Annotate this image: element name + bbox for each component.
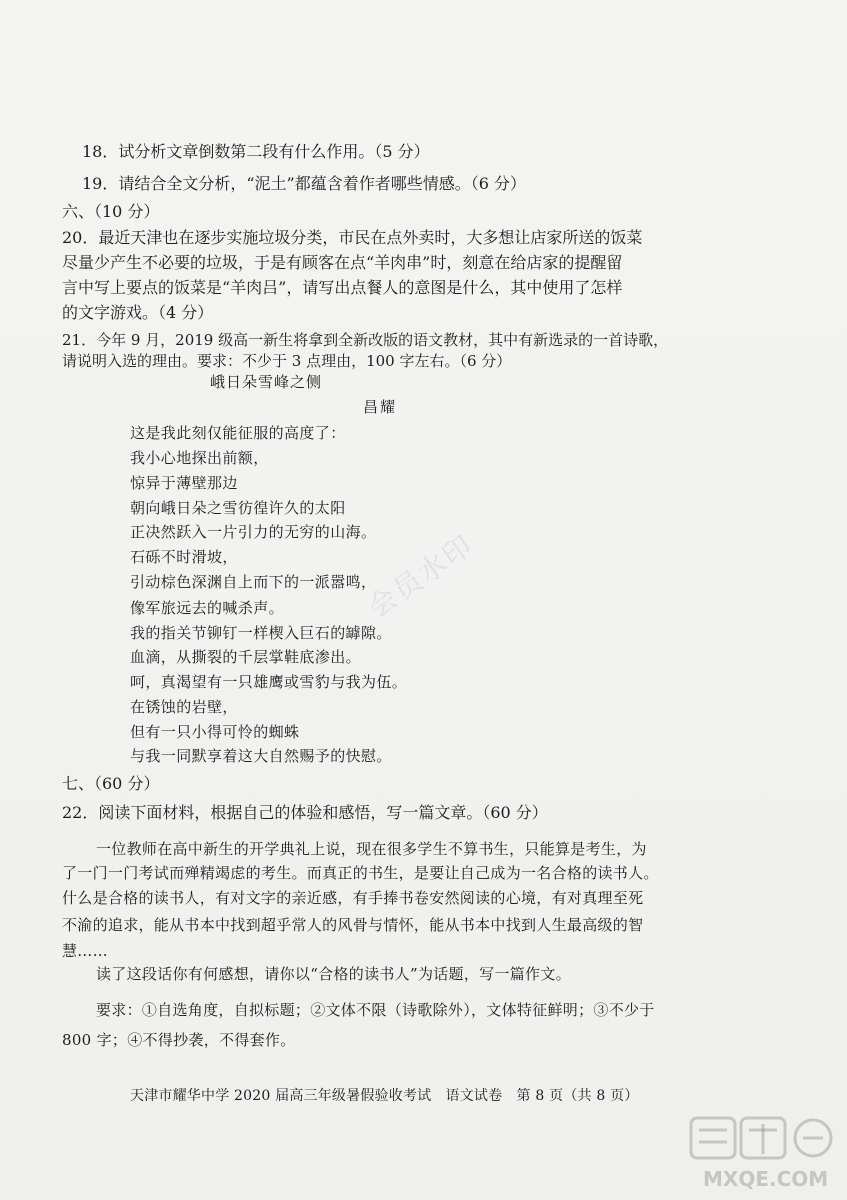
poem-line: 石砾不时滑坡， (130, 548, 238, 566)
material-line: 了一门一门考试而殚精竭虑的考生。而真正的书生，是要让自己成为一名合格的读书人。 (62, 864, 659, 882)
question-20-line: 的文字游戏。（4 分） (62, 303, 214, 322)
question-19: 19．请结合全文分析，“泥土”都蕴含着作者哪些情感。（6 分） (82, 174, 526, 193)
material-line: 什么是合格的读书人，有对文字的亲近感，有手捧书卷安然阅读的心境，有对真理至死 (62, 889, 644, 907)
section-6-header: 六、（10 分） (62, 202, 160, 221)
logo-icon (685, 1112, 835, 1192)
material-line: 慧…… (62, 942, 108, 960)
essay-requirements-line: 800 字；④不得抄袭，不得套作。 (62, 1031, 296, 1049)
poem-line: 但有一只小得可怜的蜘蛛 (130, 723, 300, 741)
poem-line: 血滴，从撕裂的千层掌鞋底渗出。 (130, 648, 362, 666)
essay-prompt: 读了这段话你有何感想，请你以“合格的读书人”为话题，写一篇作文。 (96, 965, 571, 983)
question-20-line: 言中写上要点的饭菜是“羊肉吕”，请写出点餐人的意图是什么，其中使用了怎样 (62, 278, 623, 297)
page-footer: 天津市耀华中学 2020 届高三年级暑假验收考试 语文试卷 第 8 页（共 8 页） (130, 1088, 639, 1104)
svg-text:MXQE.COM: MXQE.COM (703, 1167, 829, 1191)
material-line: 不渝的追求，能从书本中找到超乎常人的风骨与情怀，能从书本中找到人生最高级的智 (62, 916, 644, 934)
question-20-line: 20．最近天津也在逐步实施垃圾分类，市民在点外卖时，大多想让店家所送的饭菜 (62, 228, 643, 247)
poem-line: 像军旅远去的喊杀声。 (130, 599, 285, 617)
poem-line: 正决然跃入一片引力的无穷的山海。 (130, 523, 377, 541)
question-18: 18．试分析文章倒数第二段有什么作用。（5 分） (82, 142, 430, 161)
question-22: 22．阅读下面材料，根据自己的体验和感悟，写一篇文章。（60 分） (62, 803, 548, 822)
watermark-text: 会员水印 (362, 528, 480, 625)
material-line: 一位教师在高中新生的开学典礼上说，现在很多学生不算书生，只能算是考生，为 (96, 840, 647, 858)
poem-line: 引动棕色深渊自上而下的一派嚣鸣， (130, 573, 377, 591)
essay-requirements-line: 要求：①自选角度，自拟标题；②文体不限（诗歌除外），文体特征鲜明；③不少于 (96, 1001, 655, 1019)
question-21-line: 请说明入选的理由。要求：不少于 3 点理由，100 字左右。（6 分） (62, 352, 512, 370)
poem-author: 昌耀 (363, 398, 398, 416)
poem-line: 惊异于薄壁那边 (130, 474, 238, 492)
site-logo (685, 1112, 835, 1192)
question-21-line: 21．今年 9 月，2019 级高一新生将拿到全新改版的语文教材，其中有新选录的一首诗歌， (62, 331, 669, 349)
poem-line: 与我一同默享着这大自然赐予的快慰。 (130, 747, 392, 765)
question-20-line: 尽量少产生不必要的垃圾，于是有顾客在点“羊肉串”时，刻意在给店家的提醒留 (62, 253, 623, 272)
section-7-header: 七、（60 分） (62, 774, 160, 793)
poem-line: 在锈蚀的岩壁， (130, 698, 238, 716)
poem-line: 我的指关节铆钉一样楔入巨石的罅隙。 (130, 624, 392, 642)
poem-line: 这是我此刻仅能征服的高度了： (130, 424, 346, 442)
poem-line: 朝向峨日朵之雪彷徨许久的太阳 (130, 499, 346, 517)
poem-title: 峨日朵雪峰之侧 (210, 373, 323, 391)
poem-line: 呵，真渴望有一只雄鹰或雪豹与我为伍。 (130, 673, 408, 691)
poem-line: 我小心地探出前额， (130, 449, 269, 467)
